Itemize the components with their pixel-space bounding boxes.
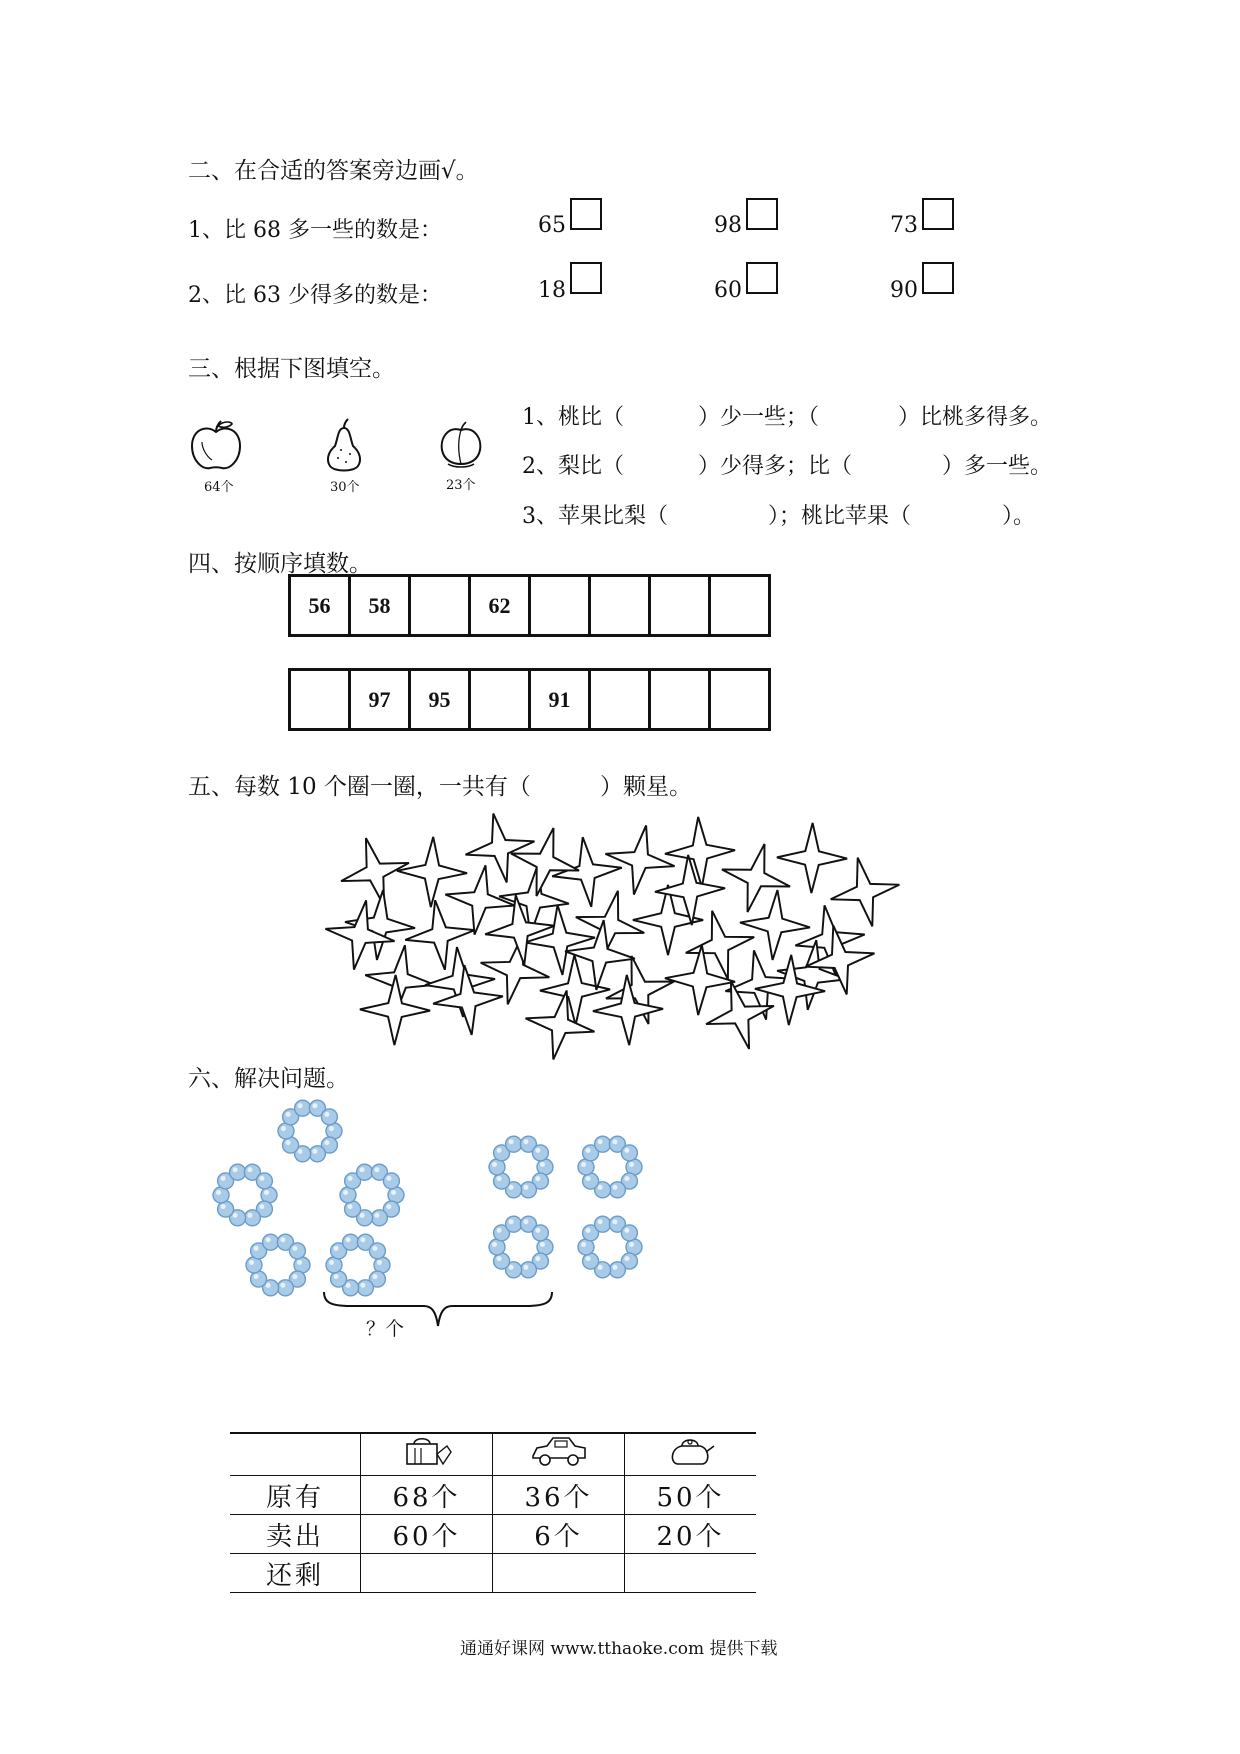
sequence-cell[interactable]: [590, 576, 650, 636]
toy-car-icon: [529, 1434, 589, 1468]
curly-brace: [320, 1290, 556, 1330]
question-2-1: 1、比 68 多一些的数是：: [188, 218, 442, 243]
sequence-cell[interactable]: [410, 576, 470, 636]
sequence-cell[interactable]: [470, 670, 530, 730]
row-label: 卖出: [230, 1515, 361, 1554]
answer-checkbox[interactable]: [746, 262, 778, 294]
inventory-table: [230, 1432, 756, 1593]
star-icon: [429, 961, 507, 1039]
bead-ring-icon: [574, 1211, 646, 1283]
sequence-cell[interactable]: [290, 670, 350, 730]
footer-text: 通通好课网 www.tthaoke.com 提供下载: [460, 1639, 778, 1659]
sequence-cell[interactable]: [650, 576, 710, 636]
sequence-cell: 97: [350, 670, 410, 730]
table-cell: 68个: [361, 1476, 493, 1515]
sequence-cell[interactable]: [530, 576, 590, 636]
sequence-cell: 58: [350, 576, 410, 636]
question-3-3-a: 3、苹果比梨（: [522, 504, 668, 529]
sequence-cell: 56: [290, 576, 350, 636]
star-icon: [651, 851, 729, 929]
table-header-cell: [493, 1433, 625, 1476]
question-3-3-c: ）。: [1002, 504, 1036, 529]
bead-ring-icon: [242, 1229, 314, 1301]
table-corner-cell: [230, 1433, 361, 1476]
question-2-2: 2、比 63 少得多的数是：: [188, 283, 442, 308]
option-label: 65: [538, 213, 566, 238]
sequence-grid-2: [288, 668, 771, 731]
bead-ring-icon: [485, 1131, 557, 1203]
answer-checkbox[interactable]: [570, 262, 602, 294]
option-label: 90: [890, 278, 918, 303]
question-3-2-c: ）多一些。: [942, 454, 1053, 479]
option-label: 18: [538, 278, 566, 303]
answer-checkbox[interactable]: [746, 198, 778, 230]
bead-ring-icon: [336, 1159, 408, 1231]
section-2-title: 二、在合适的答案旁边画√。: [188, 158, 479, 184]
peach-icon: [436, 418, 486, 472]
bead-ring-icon: [274, 1095, 346, 1167]
section-4-title: 四、按顺序填数。: [188, 551, 372, 577]
table-header-cell: [625, 1433, 757, 1476]
star-icon: [356, 971, 434, 1049]
answer-checkbox[interactable]: [570, 198, 602, 230]
question-3-1-a: 1、桃比（: [522, 405, 624, 430]
table-cell: 60个: [361, 1515, 493, 1554]
question-3-2-a: 2、梨比（: [522, 454, 624, 479]
sequence-cell: 95: [410, 670, 470, 730]
table-header-cell: [361, 1433, 493, 1476]
option-label: 98: [714, 213, 742, 238]
sequence-cell[interactable]: [650, 670, 710, 730]
answer-cell[interactable]: [493, 1554, 625, 1593]
section-3-title: 三、根据下图填空。: [188, 356, 395, 382]
sequence-cell: 62: [470, 576, 530, 636]
answer-checkbox[interactable]: [922, 262, 954, 294]
sequence-cell[interactable]: [710, 576, 770, 636]
fruit-count: 23个: [446, 478, 476, 493]
table-cell: 6个: [493, 1515, 625, 1554]
table-cell: 36个: [493, 1476, 625, 1515]
option-label: 60: [714, 278, 742, 303]
bead-ring-icon: [485, 1211, 557, 1283]
question-3-2-b: ）少得多；比（: [698, 454, 853, 479]
question-3-3-b: ）；桃比苹果（: [768, 504, 912, 529]
fruit-count: 30个: [330, 480, 360, 495]
question-3-1-b: ）少一些；（: [698, 405, 820, 430]
brace-label: ？个: [366, 1318, 405, 1340]
option-label: 73: [890, 213, 918, 238]
section-5-title-b: ）颗星。: [600, 774, 692, 800]
kettle-icon: [666, 1434, 716, 1468]
fruit-count: 64个: [204, 480, 234, 495]
bead-ring-icon: [574, 1131, 646, 1203]
star-icon: [801, 921, 879, 999]
sequence-cell[interactable]: [590, 670, 650, 730]
row-label: 原有: [230, 1476, 361, 1515]
answer-cell[interactable]: [625, 1554, 757, 1593]
star-icon: [521, 986, 599, 1064]
section-5-title-a: 五、每数 10 个圈一圈，一共有（: [188, 774, 531, 800]
star-icon: [561, 916, 639, 994]
star-icon: [506, 823, 584, 901]
section-6-title: 六、解决问题。: [188, 1066, 349, 1092]
star-icon: [321, 896, 399, 974]
apple-icon: [188, 418, 244, 474]
table-cell: 50个: [625, 1476, 757, 1515]
sequence-cell[interactable]: [710, 670, 770, 730]
question-3-1-c: ）比桃多得多。: [898, 405, 1053, 430]
row-label: 还剩: [230, 1554, 361, 1593]
sequence-cell: 91: [530, 670, 590, 730]
answer-checkbox[interactable]: [922, 198, 954, 230]
star-icon: [481, 891, 559, 969]
bead-ring-icon: [209, 1159, 281, 1231]
sequence-grid-1: [288, 574, 771, 637]
answer-cell[interactable]: [361, 1554, 493, 1593]
bag-icon: [399, 1434, 455, 1468]
pear-icon: [322, 418, 366, 474]
table-cell: 20个: [625, 1515, 757, 1554]
